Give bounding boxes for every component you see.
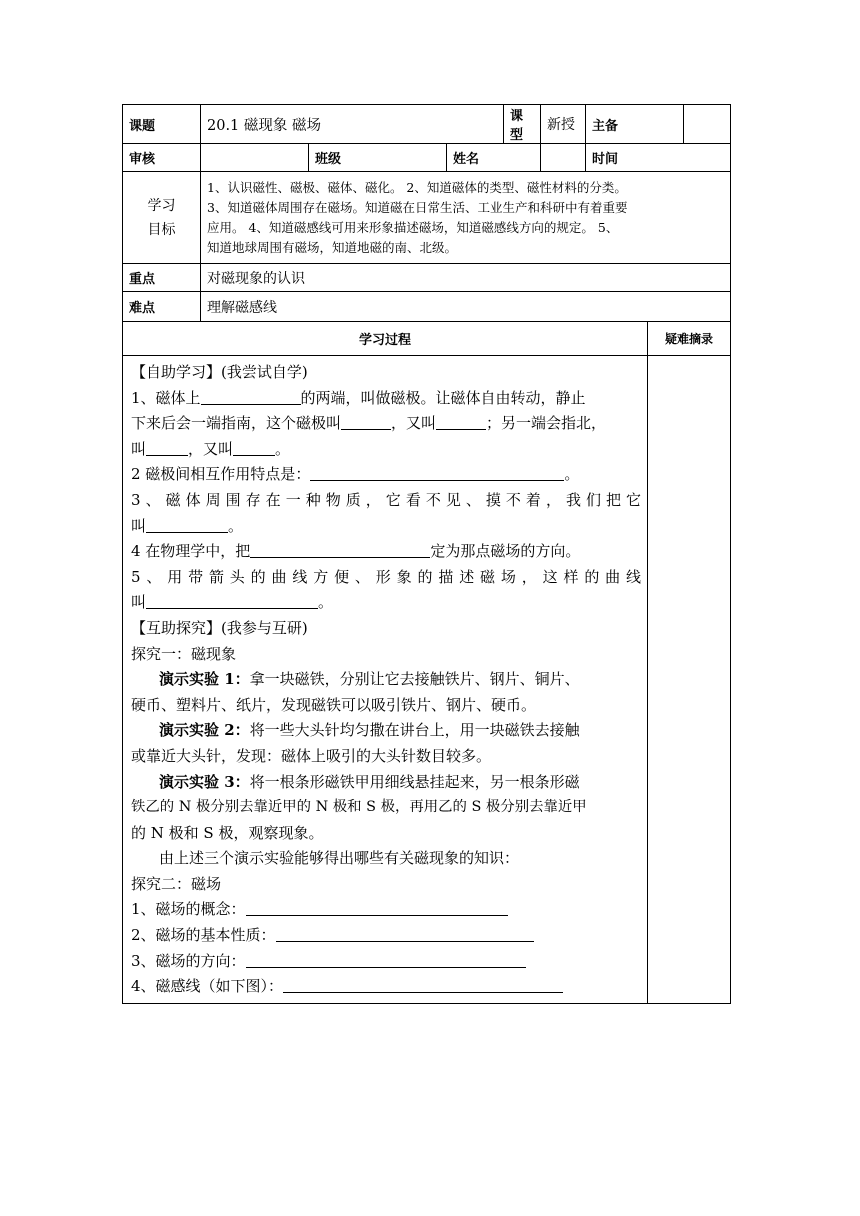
experiment-title: 演示实验 2： xyxy=(159,721,250,740)
text: 1、磁场的概念： xyxy=(131,900,246,919)
text: 1、磁体上 xyxy=(131,388,201,407)
blank-field[interactable] xyxy=(341,413,391,430)
row-difficulty xyxy=(123,292,731,322)
experiment3-line3: 的 N 极和 S 极，观察现象。 xyxy=(131,823,324,842)
experiment3-line2: 铁乙的 N 极分别去靠近甲的 N 极和 S 极，再用乙的 S 极分别去靠近甲 xyxy=(131,799,587,816)
text: ，又叫 xyxy=(188,439,234,458)
q5-line1: 5、用带箭头的曲线方便、形象的描述磁场，这样的曲线 xyxy=(131,567,642,586)
blank-field[interactable] xyxy=(250,541,430,558)
name-label: 姓名 xyxy=(447,144,541,172)
text: 4、磁感线（如下图）： xyxy=(131,977,284,996)
lesson-type-label: 课型 xyxy=(504,105,541,144)
q4-line xyxy=(131,539,641,565)
experiment3-line1 xyxy=(131,770,641,796)
text: 将一根条形磁铁甲用细线悬挂起来，另一根条形磁 xyxy=(249,772,580,791)
experiment1-line2: 硬币、塑料片、纸片，发现磁铁可以吸引铁片、钢片、硬币。 xyxy=(131,695,537,714)
text: ；另一端会指北， xyxy=(486,414,607,433)
lesson-plan-sheet xyxy=(122,104,730,1004)
text: ，又叫 xyxy=(391,414,437,433)
row-process-header xyxy=(123,322,731,356)
lesson-plan-table xyxy=(122,104,731,1004)
row-goals xyxy=(123,172,731,264)
field-direction-line xyxy=(131,949,641,975)
blank-field[interactable] xyxy=(276,925,534,942)
q1-line3 xyxy=(131,437,641,463)
goal-line: 3、知道磁体周围存在磁场。知道磁在日常生活、工业生产和科研中有着重要 xyxy=(207,199,628,215)
review-label: 审核 xyxy=(123,144,201,172)
text: 拿一块磁铁，分别让它去接触铁片、钢片、铜片、 xyxy=(249,670,580,689)
field-lines-line xyxy=(131,974,641,1000)
process-content xyxy=(123,356,648,1004)
q3-line2 xyxy=(131,514,641,540)
blank-field[interactable] xyxy=(201,388,301,405)
row-content xyxy=(123,356,731,1004)
field-concept-line xyxy=(131,897,641,923)
goals-label xyxy=(123,172,201,264)
topic-value: 20.1 磁现象 磁场 xyxy=(201,105,504,144)
goal-line: 应用。 4、知道磁感线可用来形象描述磁场，知道磁感线方向的规定。 5、 xyxy=(207,219,619,235)
blank-field[interactable] xyxy=(146,439,188,456)
text: 。 xyxy=(318,593,334,612)
text: 。 xyxy=(275,439,291,458)
q3-line1: 3、磁体周围存在一种物质，它看不见、摸不着，我们把它 xyxy=(131,490,642,509)
experiment1-line1 xyxy=(131,667,641,693)
text: 2、磁场的基本性质： xyxy=(131,926,276,945)
text: 2 磁极间相互作用特点是： xyxy=(131,465,311,484)
blank-field[interactable] xyxy=(246,951,526,968)
difficulty-value: 理解磁感线 xyxy=(201,292,731,322)
lead-preparer-label: 主备 xyxy=(586,105,684,144)
key-point-label: 重点 xyxy=(123,264,201,292)
blank-field[interactable] xyxy=(310,464,564,481)
text: 下来后会一端指南，这个磁极叫 xyxy=(131,414,342,433)
text: 。 xyxy=(564,465,580,484)
q1-line1 xyxy=(131,386,641,412)
topic-label: 课题 xyxy=(123,105,201,144)
q1-line2 xyxy=(131,411,641,437)
blank-field[interactable] xyxy=(233,439,275,456)
self-study-heading: 【自助学习】(我尝试自学) xyxy=(131,363,308,381)
goal-line: 1、认识磁性、磁极、磁体、磁化。 2、知道磁体的类型、磁性材料的分类。 xyxy=(207,179,627,195)
blank-field[interactable] xyxy=(146,592,318,609)
explore2-heading: 探究二：磁场 xyxy=(131,874,222,893)
field-property-line xyxy=(131,923,641,949)
goal-line: 知道地球周围有磁场，知道地磁的南、北级。 xyxy=(207,239,458,255)
blank-field[interactable] xyxy=(283,976,563,993)
goals-text xyxy=(201,172,731,264)
text: 4 在物理学中，把 xyxy=(131,542,251,561)
name-value xyxy=(541,144,586,172)
blank-field[interactable] xyxy=(146,516,228,533)
class-label: 班级 xyxy=(309,144,447,172)
experiment2-line1 xyxy=(131,718,641,744)
text: 3、磁场的方向： xyxy=(131,951,246,970)
lesson-type-value: 新授 xyxy=(541,105,586,144)
notes-cell[interactable] xyxy=(648,356,731,1004)
experiment-title: 演示实验 3： xyxy=(159,772,250,791)
lead-preparer-value xyxy=(684,105,731,144)
row-key-point xyxy=(123,264,731,292)
notes-header: 疑难摘录 xyxy=(648,322,731,356)
goals-label-line: 目标 xyxy=(147,221,176,238)
time-label: 时间 xyxy=(586,144,731,172)
blank-field[interactable] xyxy=(246,899,508,916)
summary-line: 由上述三个演示实验能够得出哪些有关磁现象的知识： xyxy=(159,849,520,868)
text: 叫 xyxy=(131,593,147,612)
text: 定为那点磁场的方向。 xyxy=(430,542,581,561)
difficulty-label: 难点 xyxy=(123,292,201,322)
experiment-title: 演示实验 1： xyxy=(159,670,250,689)
mutual-heading: 【互助探究】(我参与互研) xyxy=(131,618,308,637)
text: 叫 xyxy=(131,516,147,535)
text: 的两端，叫做磁极。让磁体自由转动，静止 xyxy=(300,388,586,407)
goals-label-line: 学习 xyxy=(147,197,176,214)
key-point-value: 对磁现象的认识 xyxy=(201,264,731,292)
blank-field[interactable] xyxy=(436,413,486,430)
text: 叫 xyxy=(131,439,147,458)
experiment2-line2: 或靠近大头针，发现：磁体上吸引的大头针数目较多。 xyxy=(131,746,492,765)
review-value xyxy=(201,144,309,172)
row-topic xyxy=(123,105,731,144)
q5-line2 xyxy=(131,590,641,616)
process-header: 学习过程 xyxy=(123,322,648,356)
explore1-heading: 探究一：磁现象 xyxy=(131,644,237,663)
text: 。 xyxy=(228,516,244,535)
row-review xyxy=(123,144,731,172)
q2-line xyxy=(131,462,641,488)
text: 将一些大头针均匀撒在讲台上，用一块磁铁去接触 xyxy=(249,721,580,740)
